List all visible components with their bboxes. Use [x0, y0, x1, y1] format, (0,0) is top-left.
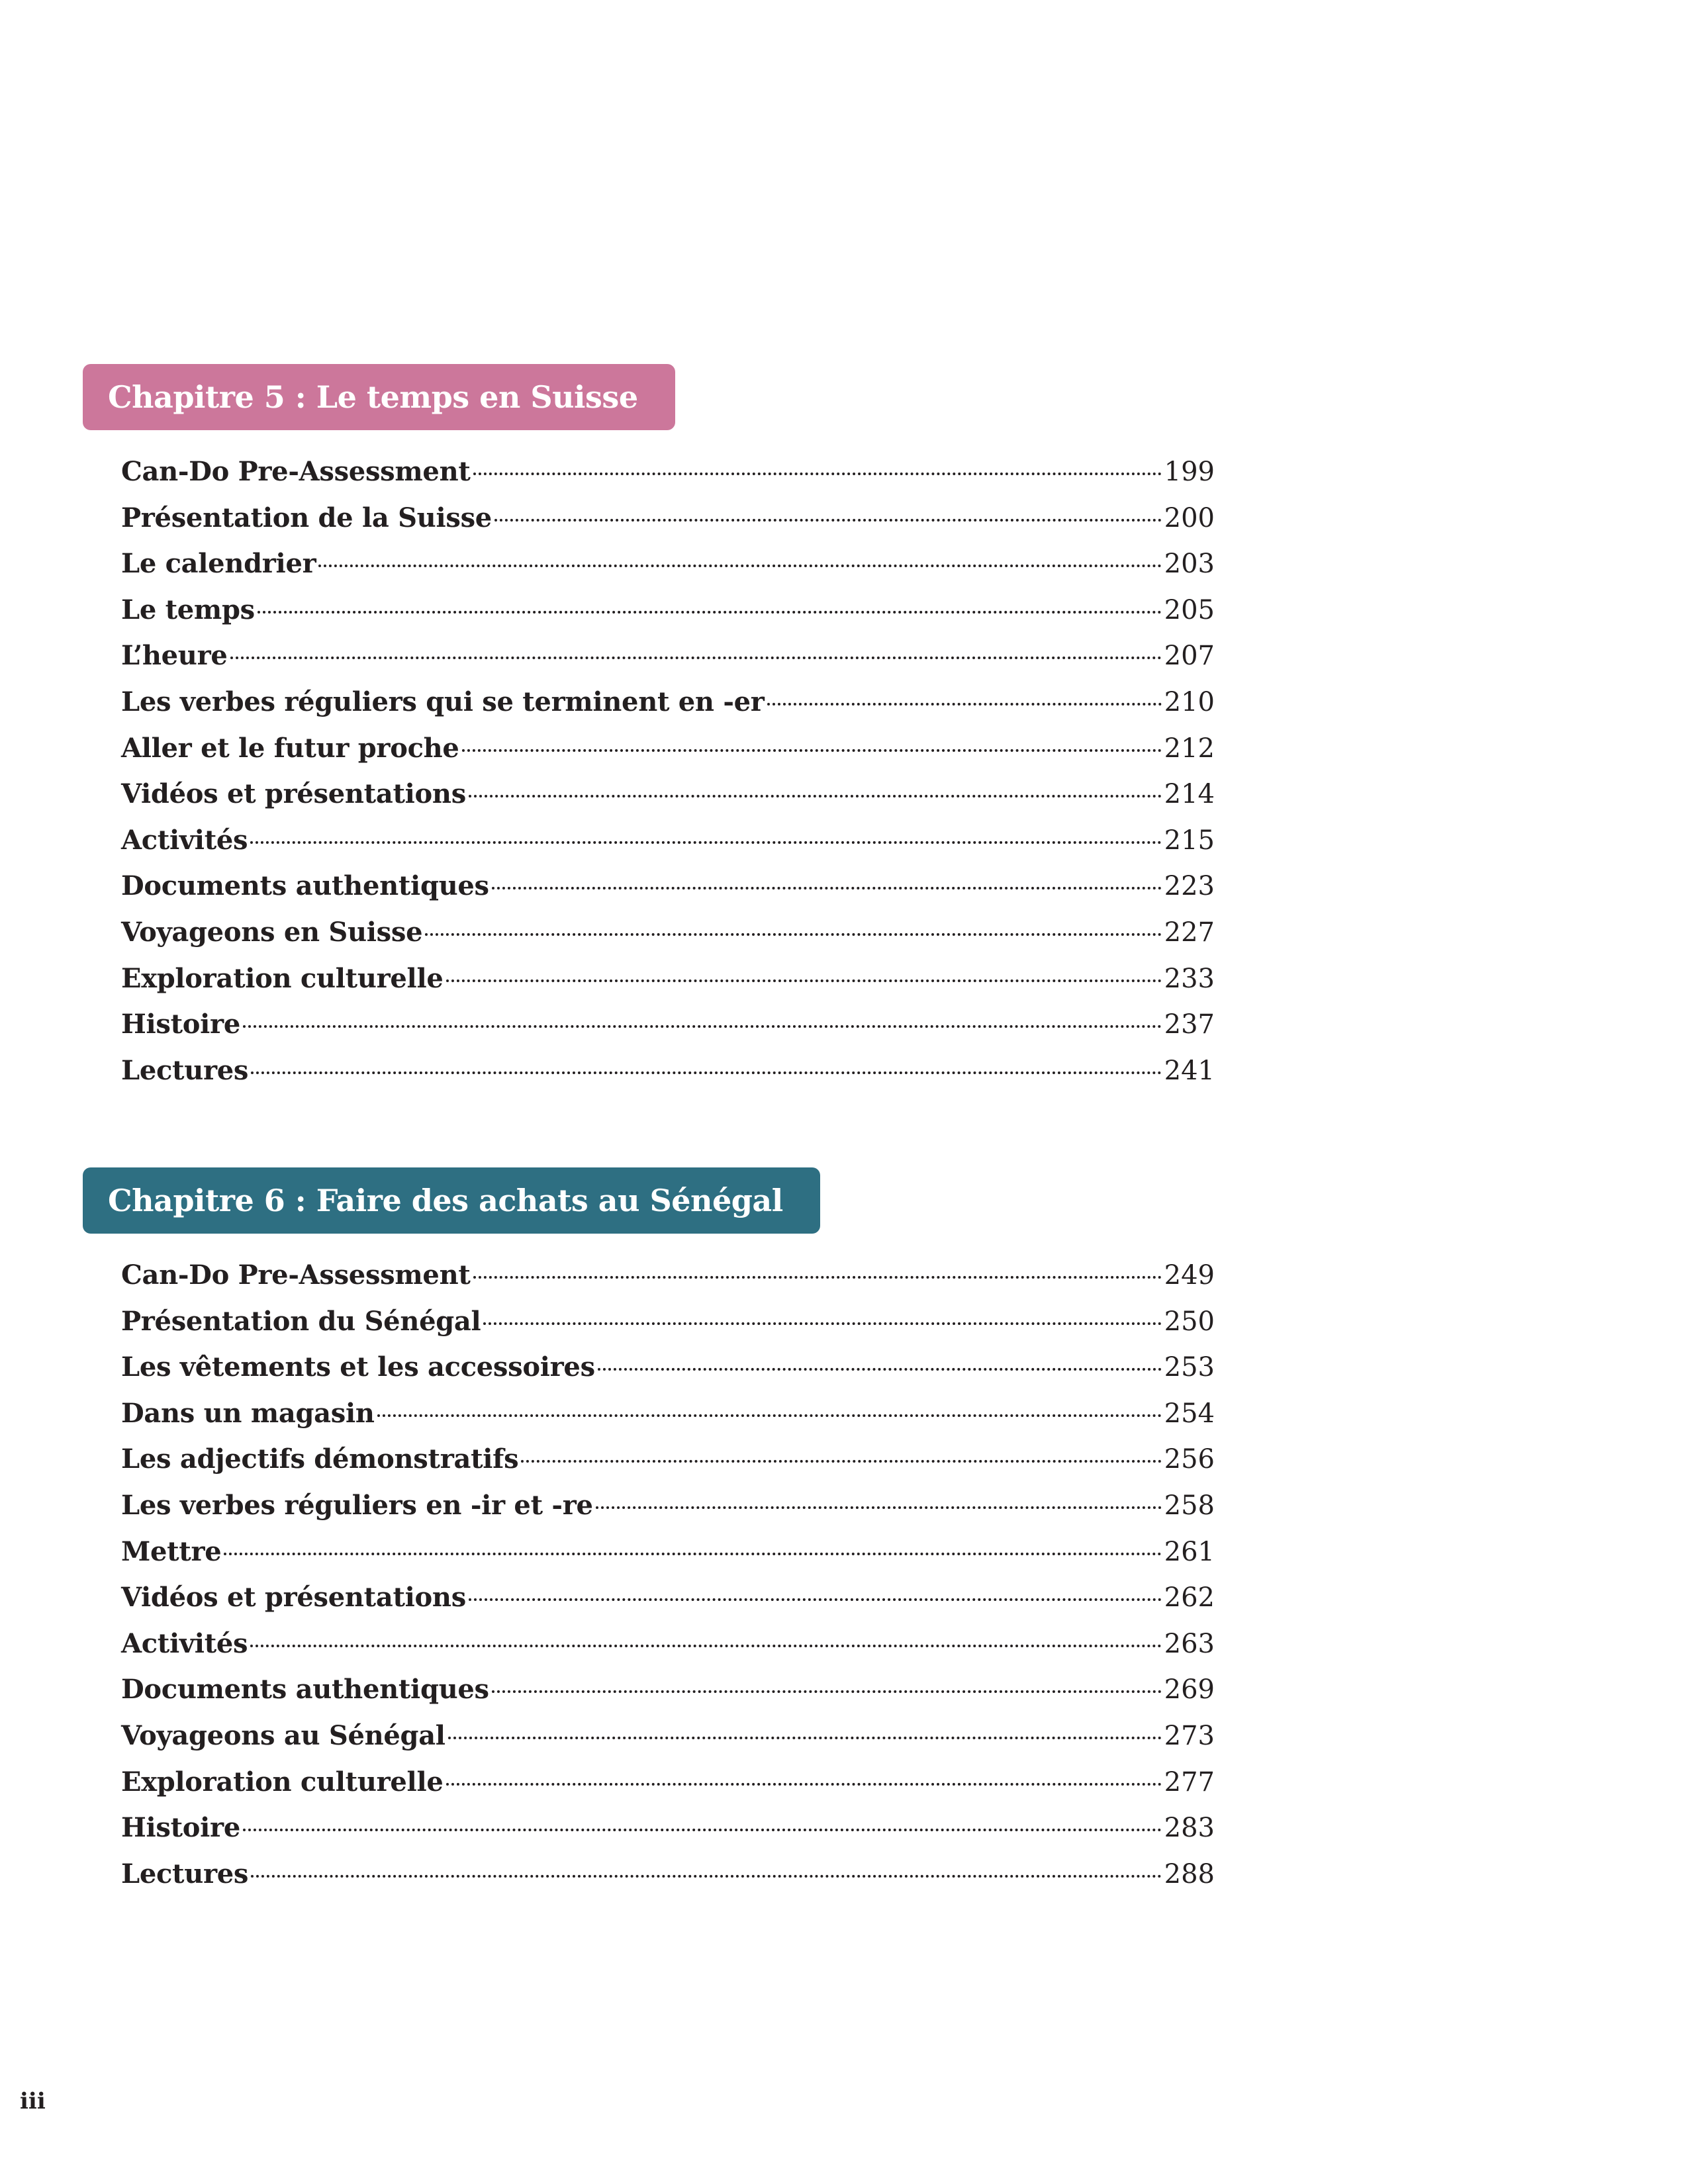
toc-entry[interactable] — [121, 725, 1215, 772]
dot-leader — [521, 1460, 1161, 1463]
dot-leader — [250, 841, 1161, 844]
toc-entry-page: 261 — [1164, 1536, 1215, 1567]
dot-leader — [492, 1690, 1162, 1693]
toc-entry[interactable] — [121, 1713, 1215, 1759]
toc-entry[interactable] — [121, 1574, 1215, 1621]
toc-entry-title: Exploration culturelle — [121, 962, 444, 994]
toc-entry-title: Les adjectifs démonstratifs — [121, 1443, 519, 1475]
toc-entry-title: Can-Do Pre-Assessment — [121, 1259, 471, 1291]
toc-entry-page: 288 — [1164, 1858, 1215, 1889]
page-number: iii — [20, 2088, 46, 2115]
toc-entry[interactable] — [121, 1529, 1215, 1575]
toc-entry[interactable] — [121, 863, 1215, 909]
toc-entry[interactable] — [121, 1851, 1215, 1897]
toc-entry-title: Le calendrier — [121, 548, 316, 580]
toc-entries — [83, 1252, 1215, 1897]
dot-leader — [243, 1829, 1162, 1831]
toc-entry-title: Exploration culturelle — [121, 1766, 444, 1797]
toc-entry-page: 263 — [1164, 1628, 1215, 1659]
toc-entry-page: 214 — [1164, 779, 1215, 810]
toc-entry[interactable] — [121, 1759, 1215, 1805]
toc-entry-page: 200 — [1164, 502, 1215, 533]
chapter-heading: Chapitre 6 : Faire des achats au Sénégal — [83, 1167, 820, 1234]
toc-entry-page: 262 — [1164, 1582, 1215, 1614]
toc-entry-page: 258 — [1164, 1490, 1215, 1521]
toc-entry-page: 237 — [1164, 1009, 1215, 1040]
toc-entry[interactable] — [121, 1390, 1215, 1437]
toc-entry[interactable] — [121, 1001, 1215, 1048]
toc-entry-title: Vidéos et présentations — [121, 778, 466, 810]
toc-entry-title: Activités — [121, 824, 248, 856]
toc-entry-page: 212 — [1164, 733, 1215, 764]
dot-leader — [596, 1506, 1162, 1509]
dot-leader — [469, 795, 1162, 797]
toc-entries — [83, 449, 1215, 1093]
toc-entry-title: Vidéos et présentations — [121, 1582, 466, 1614]
toc-entry-page: 205 — [1164, 594, 1215, 625]
dot-leader — [483, 1322, 1161, 1325]
toc-entry-title: Mettre — [121, 1535, 222, 1567]
toc-entry-title: Voyageons en Suisse — [121, 916, 423, 948]
toc-entry-page: 223 — [1164, 871, 1215, 902]
toc-entry[interactable] — [121, 679, 1215, 725]
chapter-6-section — [83, 1167, 1215, 1897]
toc-entry[interactable] — [121, 1344, 1215, 1390]
toc-entry-page: 241 — [1164, 1055, 1215, 1086]
toc-entry[interactable] — [121, 909, 1215, 956]
toc-entry-page: 233 — [1164, 963, 1215, 994]
chapter-heading: Chapitre 5 : Le temps en Suisse — [83, 364, 675, 430]
toc-entry[interactable] — [121, 633, 1215, 679]
toc-entry-title: Dans un magasin — [121, 1397, 375, 1429]
toc-entry-title: Le temps — [121, 594, 255, 625]
toc-entry[interactable] — [121, 1666, 1215, 1713]
dot-leader — [494, 519, 1162, 522]
toc-entry-title: Les verbes réguliers qui se terminent en -er — [121, 686, 765, 717]
toc-entry-page: 210 — [1164, 686, 1215, 717]
toc-entry[interactable] — [121, 817, 1215, 864]
dot-leader — [473, 473, 1162, 475]
dot-leader — [251, 1071, 1162, 1074]
toc-entry-page: 207 — [1164, 641, 1215, 672]
toc-entry-page: 283 — [1164, 1813, 1215, 1844]
toc-entry-page: 250 — [1164, 1306, 1215, 1337]
dot-leader — [318, 565, 1161, 567]
toc-entry-page: 269 — [1164, 1674, 1215, 1706]
toc-entry[interactable] — [121, 1482, 1215, 1529]
toc-entry-title: Lectures — [121, 1054, 249, 1086]
toc-entry-page: 253 — [1164, 1352, 1215, 1383]
toc-entry-page: 199 — [1164, 457, 1215, 487]
dot-leader — [473, 1276, 1162, 1279]
toc-entry-page: 203 — [1164, 549, 1215, 580]
toc-entry-page: 249 — [1164, 1260, 1215, 1291]
toc-entry-title: Can-Do Pre-Assessment — [121, 456, 471, 487]
toc-entry[interactable] — [121, 956, 1215, 1002]
toc-entry[interactable] — [121, 1436, 1215, 1482]
dot-leader — [598, 1368, 1162, 1371]
toc-entry-title: Histoire — [121, 1812, 240, 1844]
dot-leader — [377, 1414, 1162, 1417]
dot-leader — [767, 703, 1162, 705]
dot-leader — [251, 1875, 1162, 1878]
toc-entry-title: Les vêtements et les accessoires — [121, 1351, 595, 1383]
toc-entry[interactable] — [121, 1298, 1215, 1345]
dot-leader — [258, 611, 1162, 614]
toc-entry[interactable] — [121, 1252, 1215, 1298]
toc-entry-page: 254 — [1164, 1398, 1215, 1429]
toc-entry-page: 273 — [1164, 1720, 1215, 1751]
dot-leader — [425, 933, 1161, 936]
chapter-5-section — [83, 364, 1215, 1093]
dot-leader — [446, 1783, 1162, 1786]
dot-leader — [230, 657, 1162, 659]
toc-entry[interactable] — [121, 771, 1215, 817]
dot-leader — [492, 887, 1162, 889]
toc-entry-title: Les verbes réguliers en -ir et -re — [121, 1489, 593, 1521]
dot-leader — [224, 1553, 1161, 1555]
toc-entry[interactable] — [121, 495, 1215, 541]
toc-entry[interactable] — [121, 1621, 1215, 1667]
dot-leader — [469, 1598, 1162, 1601]
dot-leader — [243, 1025, 1162, 1028]
toc-entry-title: Présentation de la Suisse — [121, 502, 492, 533]
toc-entry-page: 277 — [1164, 1766, 1215, 1797]
toc-entry-title: Aller et le futur proche — [121, 732, 459, 764]
toc-entry-page: 227 — [1164, 917, 1215, 948]
toc-entry-title: Activités — [121, 1627, 248, 1659]
toc-entry[interactable] — [121, 1048, 1215, 1094]
toc-entry[interactable] — [121, 449, 1215, 495]
toc-entry-title: Documents authentiques — [121, 1674, 489, 1706]
toc-entry-title: Lectures — [121, 1858, 249, 1889]
toc-entry[interactable] — [121, 541, 1215, 587]
toc-entry-title: Histoire — [121, 1009, 240, 1040]
dot-leader — [462, 749, 1162, 752]
toc-entry-page: 215 — [1164, 825, 1215, 856]
toc-entry[interactable] — [121, 1805, 1215, 1851]
toc-entry-title: Documents authentiques — [121, 870, 489, 902]
toc-entry-title: Voyageons au Sénégal — [121, 1719, 445, 1751]
toc-entry-title: L’heure — [121, 640, 228, 672]
dot-leader — [448, 1737, 1162, 1739]
dot-leader — [446, 979, 1162, 982]
toc-entry-page: 256 — [1164, 1444, 1215, 1475]
dot-leader — [250, 1645, 1161, 1647]
toc-entry[interactable] — [121, 587, 1215, 633]
toc-entry-title: Présentation du Sénégal — [121, 1305, 481, 1337]
